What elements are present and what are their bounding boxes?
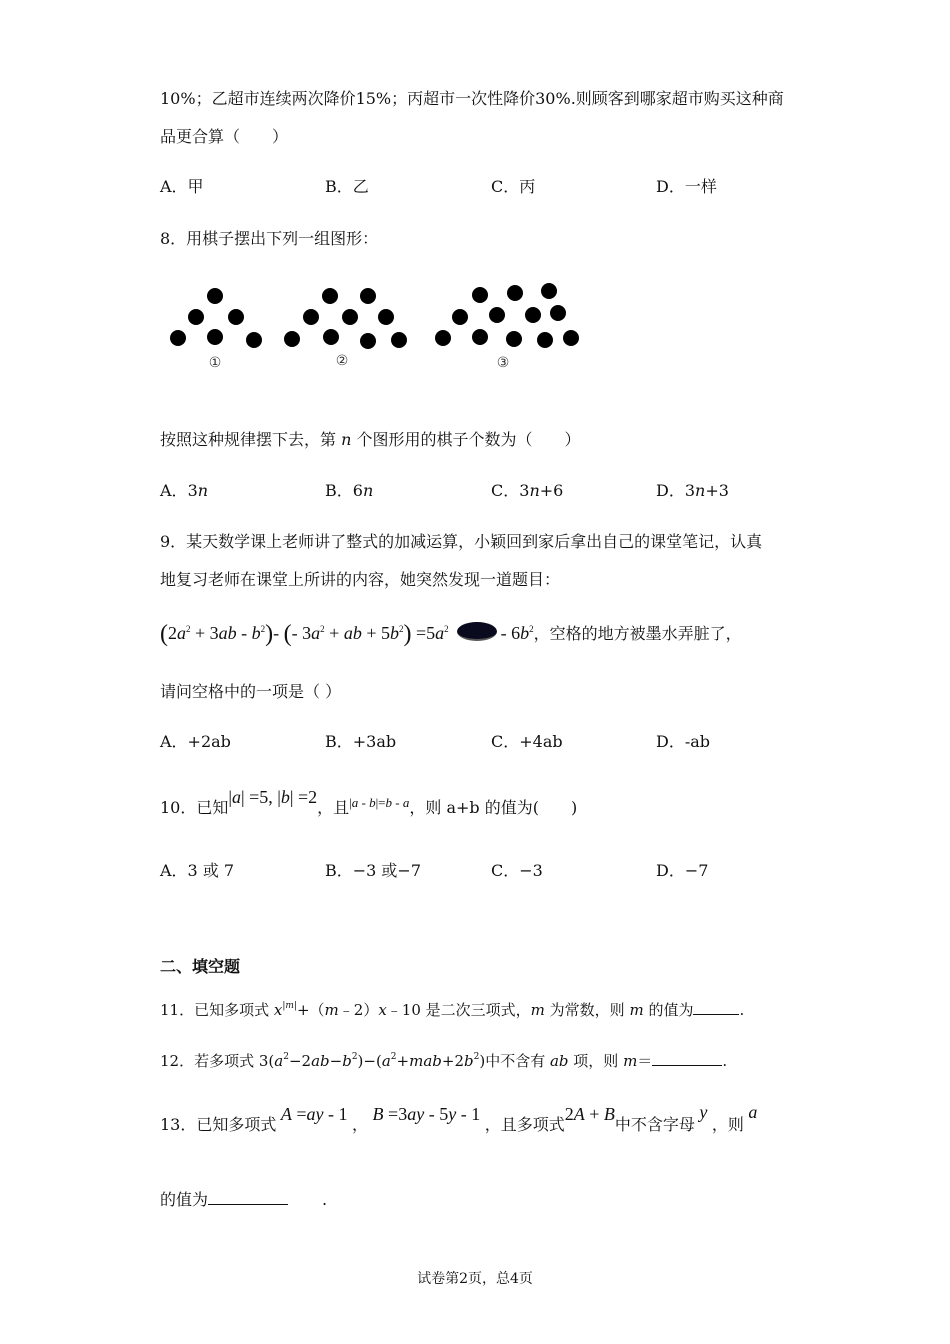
piece	[322, 288, 338, 304]
q7-option-d[interactable]: D．一样	[656, 177, 717, 196]
q8-option-c[interactable]: C．3n+6	[491, 481, 564, 500]
piece	[507, 285, 523, 301]
piece	[506, 331, 522, 347]
figure-label-2: ②	[335, 353, 349, 369]
q9-option-b[interactable]: B．+3ab	[325, 732, 397, 751]
q8-question: 按照这种规律摆下去，第 n 个图形用的棋子个数为（ ）	[160, 430, 581, 449]
figure-label-3: ③	[496, 355, 510, 371]
pattern-3	[435, 283, 579, 348]
pattern-2	[284, 288, 407, 349]
piece	[342, 309, 358, 325]
piece	[550, 305, 566, 321]
piece	[228, 309, 244, 325]
q7-option-c[interactable]: C．丙	[491, 177, 536, 196]
piece	[563, 330, 579, 346]
q8-option-b[interactable]: B．6n	[325, 481, 374, 500]
q7-line-1: 10%；乙超市连续两次降价15%；丙超市一次性降价30%.则顾客到哪家超市购买这种商	[160, 89, 784, 108]
piece	[170, 330, 186, 346]
piece	[378, 309, 394, 325]
piece	[391, 332, 407, 348]
q11-stem: 11．已知多项式 $x^{|m|}+(m﹣2)x﹣10$ 是二次三项式，m 为常数，则 m 的值为 .	[160, 1001, 745, 1019]
q10-option-c[interactable]: C．−3	[491, 861, 543, 880]
q10-option-a[interactable]: A．3 或 7	[160, 861, 235, 880]
piece	[541, 283, 557, 299]
q11-answer-blank[interactable]	[693, 1000, 739, 1015]
q8-stem: 8．用棋子摆出下列一组图形：	[160, 229, 379, 248]
q7-option-b[interactable]: B．乙	[325, 177, 369, 196]
piece	[489, 307, 505, 323]
piece	[525, 307, 541, 323]
q10-option-b[interactable]: B．−3 或−7	[325, 861, 422, 880]
q13-stem: 13．已知多项式 A =ay - 1 ， B =3ay - 5y - 1 ，且多项式2A + B中不含字母 y ，则 a	[160, 1102, 758, 1134]
q9-option-a[interactable]: A．+2ab	[160, 732, 231, 751]
piece	[472, 329, 488, 345]
q12-stem: 12．若多项式 $3(a^2-2ab-b^2)-(a^2+mab+2b^2)$中不含有 ab 项，则 m＝ .	[160, 1052, 728, 1070]
piece	[360, 333, 376, 349]
ink-blot	[457, 622, 497, 641]
q12-answer-blank[interactable]	[652, 1051, 722, 1066]
figure-label-1: ①	[208, 355, 222, 371]
q9-equation: $(2a^2 + 3ab - b^2)-$ (- $3a^2$ + ab + $5b^2) =5a^2 - 6b^2$，空格的地方被墨水弄脏了，	[160, 621, 742, 647]
piece	[284, 331, 300, 347]
piece	[207, 329, 223, 345]
piece	[472, 287, 488, 303]
page-footer: 试卷第2页，总4页	[417, 1271, 533, 1287]
piece	[188, 309, 204, 325]
q7-option-a[interactable]: A．甲	[160, 177, 204, 196]
piece	[323, 329, 339, 345]
q13-answer-blank[interactable]	[208, 1190, 288, 1205]
chess-pieces-figure	[160, 275, 590, 375]
q7-line-2: 品更合算（ ）	[160, 127, 289, 146]
section-title: 二、填空题	[160, 957, 241, 976]
piece	[207, 288, 223, 304]
q10-option-d[interactable]: D．−7	[656, 861, 709, 880]
q10-stem: 10．已知|a| =5, |b| =2，且$^{|a - b|=b - a}$，则 a+b 的值为( )	[160, 787, 578, 817]
q13-line-2: 的值为 .	[160, 1190, 328, 1209]
piece	[537, 332, 553, 348]
q9-line-1: 9．某天数学课上老师讲了整式的加减运算，小颖回到家后拿出自己的课堂笔记，认真	[160, 532, 763, 551]
q9-option-d[interactable]: D．-ab	[656, 732, 711, 751]
piece	[360, 288, 376, 304]
q9-option-c[interactable]: C．+4ab	[491, 732, 563, 751]
piece	[452, 309, 468, 325]
piece	[246, 332, 262, 348]
pattern-1	[170, 288, 262, 348]
q8-option-a[interactable]: A．3n	[160, 481, 209, 500]
q9-line-2: 地复习老师在课堂上所讲的内容，她突然发现一道题目：	[160, 570, 561, 589]
piece	[435, 330, 451, 346]
q8-option-d[interactable]: D．3n+3	[656, 481, 729, 500]
q9-line-4: 请问空格中的一项是（ ）	[160, 682, 342, 701]
piece	[303, 309, 319, 325]
